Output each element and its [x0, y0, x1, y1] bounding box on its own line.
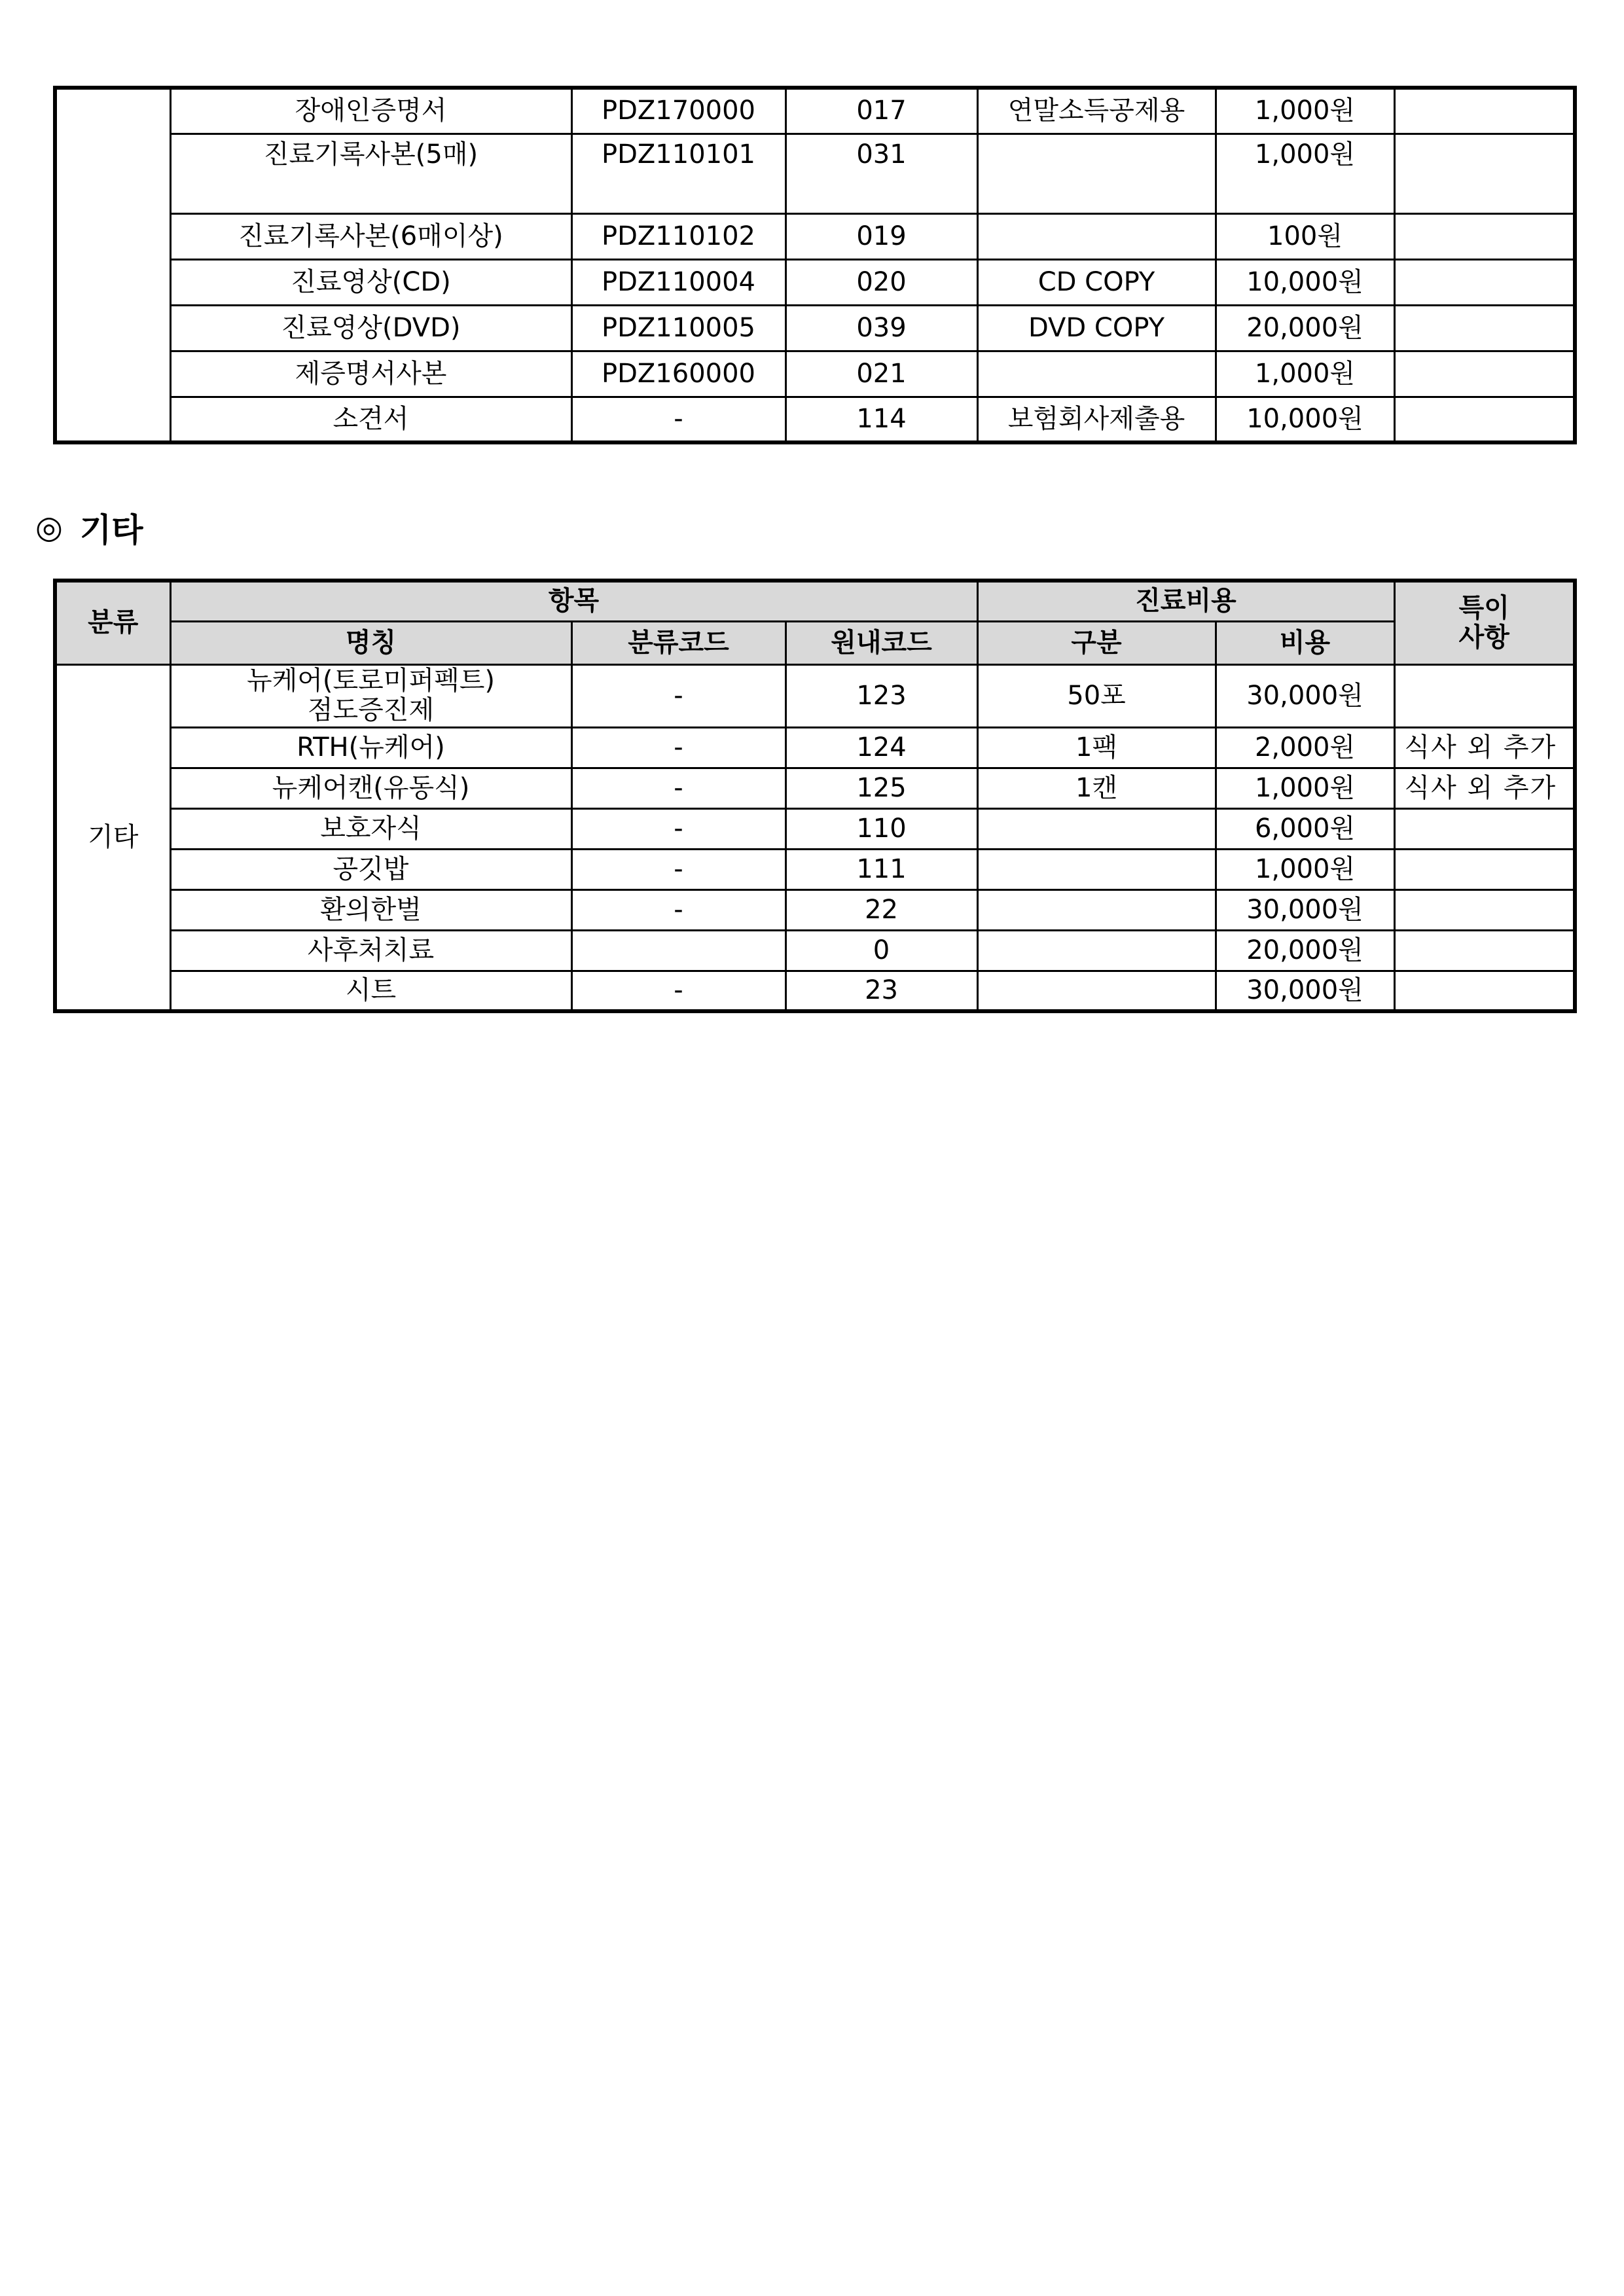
table-row	[55, 134, 1575, 213]
note	[1394, 259, 1575, 305]
item-name: RTH(뉴케어)	[170, 727, 571, 768]
header-cost: 비용	[1216, 621, 1394, 664]
class-code	[571, 930, 785, 971]
division	[977, 808, 1216, 849]
note	[1394, 808, 1575, 849]
internal-code: 22	[785, 889, 977, 930]
note	[1394, 305, 1575, 351]
class-code: -	[571, 397, 785, 442]
header-row	[55, 621, 1575, 664]
internal-code: 031	[785, 134, 977, 213]
class-code: -	[571, 808, 785, 849]
internal-code: 020	[785, 259, 977, 305]
item-name: 장애인증명서	[170, 88, 571, 134]
class-code: PDZ110101	[571, 134, 785, 213]
fee-table-other	[53, 579, 1577, 1013]
table-row	[55, 930, 1575, 971]
cost: 1,000원	[1216, 849, 1394, 889]
item-name: 보호자식	[170, 808, 571, 849]
table-row	[55, 664, 1575, 727]
cost: 2,000원	[1216, 727, 1394, 768]
note	[1394, 971, 1575, 1011]
item-name: 뉴케어캔(유동식)	[170, 768, 571, 808]
internal-code: 017	[785, 88, 977, 134]
internal-code: 111	[785, 849, 977, 889]
header-note	[1394, 581, 1575, 664]
cost: 30,000원	[1216, 889, 1394, 930]
header-item-group: 항목	[170, 581, 977, 621]
class-code: -	[571, 849, 785, 889]
note	[1394, 889, 1575, 930]
division	[977, 213, 1216, 259]
internal-code: 019	[785, 213, 977, 259]
division: CD COPY	[977, 259, 1216, 305]
cost: 1,000원	[1216, 768, 1394, 808]
table-row	[55, 889, 1575, 930]
table-row	[55, 213, 1575, 259]
note	[1394, 88, 1575, 134]
item-name: 진료영상(CD)	[170, 259, 571, 305]
double-circle-icon: ◎	[35, 509, 63, 546]
cost: 1,000원	[1216, 88, 1394, 134]
class-code: PDZ110004	[571, 259, 785, 305]
table-row	[55, 971, 1575, 1011]
item-name: 진료영상(DVD)	[170, 305, 571, 351]
cost: 1,000원	[1216, 351, 1394, 397]
note	[1394, 397, 1575, 442]
division: 보험회사제출용	[977, 397, 1216, 442]
table-row	[55, 259, 1575, 305]
class-code: -	[571, 971, 785, 1011]
internal-code: 021	[785, 351, 977, 397]
header-note-line1: 특이	[1458, 592, 1509, 623]
internal-code: 23	[785, 971, 977, 1011]
header-division: 구분	[977, 621, 1216, 664]
section-title: 기타	[79, 511, 143, 549]
division	[977, 930, 1216, 971]
division: 1팩	[977, 727, 1216, 768]
cost: 30,000원	[1216, 971, 1394, 1011]
class-code: -	[571, 768, 785, 808]
internal-code: 125	[785, 768, 977, 808]
internal-code: 110	[785, 808, 977, 849]
note	[1394, 849, 1575, 889]
internal-code: 124	[785, 727, 977, 768]
class-code: -	[571, 664, 785, 727]
division	[977, 134, 1216, 213]
header-row	[55, 581, 1575, 621]
division	[977, 971, 1216, 1011]
cost: 30,000원	[1216, 664, 1394, 727]
note	[1394, 213, 1575, 259]
cost: 1,000원	[1216, 134, 1394, 213]
header-category: 분류	[55, 581, 170, 664]
cost: 20,000원	[1216, 930, 1394, 971]
cost: 10,000원	[1216, 259, 1394, 305]
header-name: 명칭	[170, 621, 571, 664]
division: 50포	[977, 664, 1216, 727]
internal-code: 039	[785, 305, 977, 351]
table-row	[55, 397, 1575, 442]
item-name: 제증명서사본	[170, 351, 571, 397]
note: 식사 외 추가	[1394, 768, 1575, 808]
category-cell	[55, 88, 170, 442]
division: DVD COPY	[977, 305, 1216, 351]
item-name-line2: 점도증진제	[307, 695, 435, 725]
class-code: PDZ170000	[571, 88, 785, 134]
table-row	[55, 88, 1575, 134]
header-internal-code: 원내코드	[785, 621, 977, 664]
item-name	[170, 664, 571, 727]
section-heading	[35, 504, 143, 551]
division: 1캔	[977, 768, 1216, 808]
item-name-line1: 뉴케어(토로미퍼펙트)	[247, 666, 495, 696]
note	[1394, 930, 1575, 971]
class-code: PDZ160000	[571, 351, 785, 397]
category-cell: 기타	[55, 664, 170, 1011]
division	[977, 849, 1216, 889]
internal-code: 123	[785, 664, 977, 727]
note	[1394, 134, 1575, 213]
internal-code: 0	[785, 930, 977, 971]
class-code: PDZ110005	[571, 305, 785, 351]
table-row	[55, 727, 1575, 768]
note	[1394, 351, 1575, 397]
cost: 6,000원	[1216, 808, 1394, 849]
class-code: -	[571, 727, 785, 768]
item-name: 소견서	[170, 397, 571, 442]
class-code: PDZ110102	[571, 213, 785, 259]
table-row	[55, 849, 1575, 889]
division	[977, 889, 1216, 930]
division	[977, 351, 1216, 397]
note	[1394, 664, 1575, 727]
item-name: 환의한벌	[170, 889, 571, 930]
internal-code: 114	[785, 397, 977, 442]
item-name: 진료기록사본(5매)	[170, 134, 571, 213]
table-row	[55, 351, 1575, 397]
division: 연말소득공제용	[977, 88, 1216, 134]
cost: 100원	[1216, 213, 1394, 259]
header-note-line2: 사항	[1458, 622, 1509, 653]
item-name: 시트	[170, 971, 571, 1011]
item-name: 사후처치료	[170, 930, 571, 971]
note: 식사 외 추가	[1394, 727, 1575, 768]
item-name: 진료기록사본(6매이상)	[170, 213, 571, 259]
item-name: 공깃밥	[170, 849, 571, 889]
header-cost-group: 진료비용	[977, 581, 1394, 621]
cost: 10,000원	[1216, 397, 1394, 442]
table-row	[55, 305, 1575, 351]
table-row	[55, 808, 1575, 849]
cost: 20,000원	[1216, 305, 1394, 351]
class-code: -	[571, 889, 785, 930]
fee-table-continued	[53, 86, 1577, 444]
table-row	[55, 768, 1575, 808]
header-class-code: 분류코드	[571, 621, 785, 664]
